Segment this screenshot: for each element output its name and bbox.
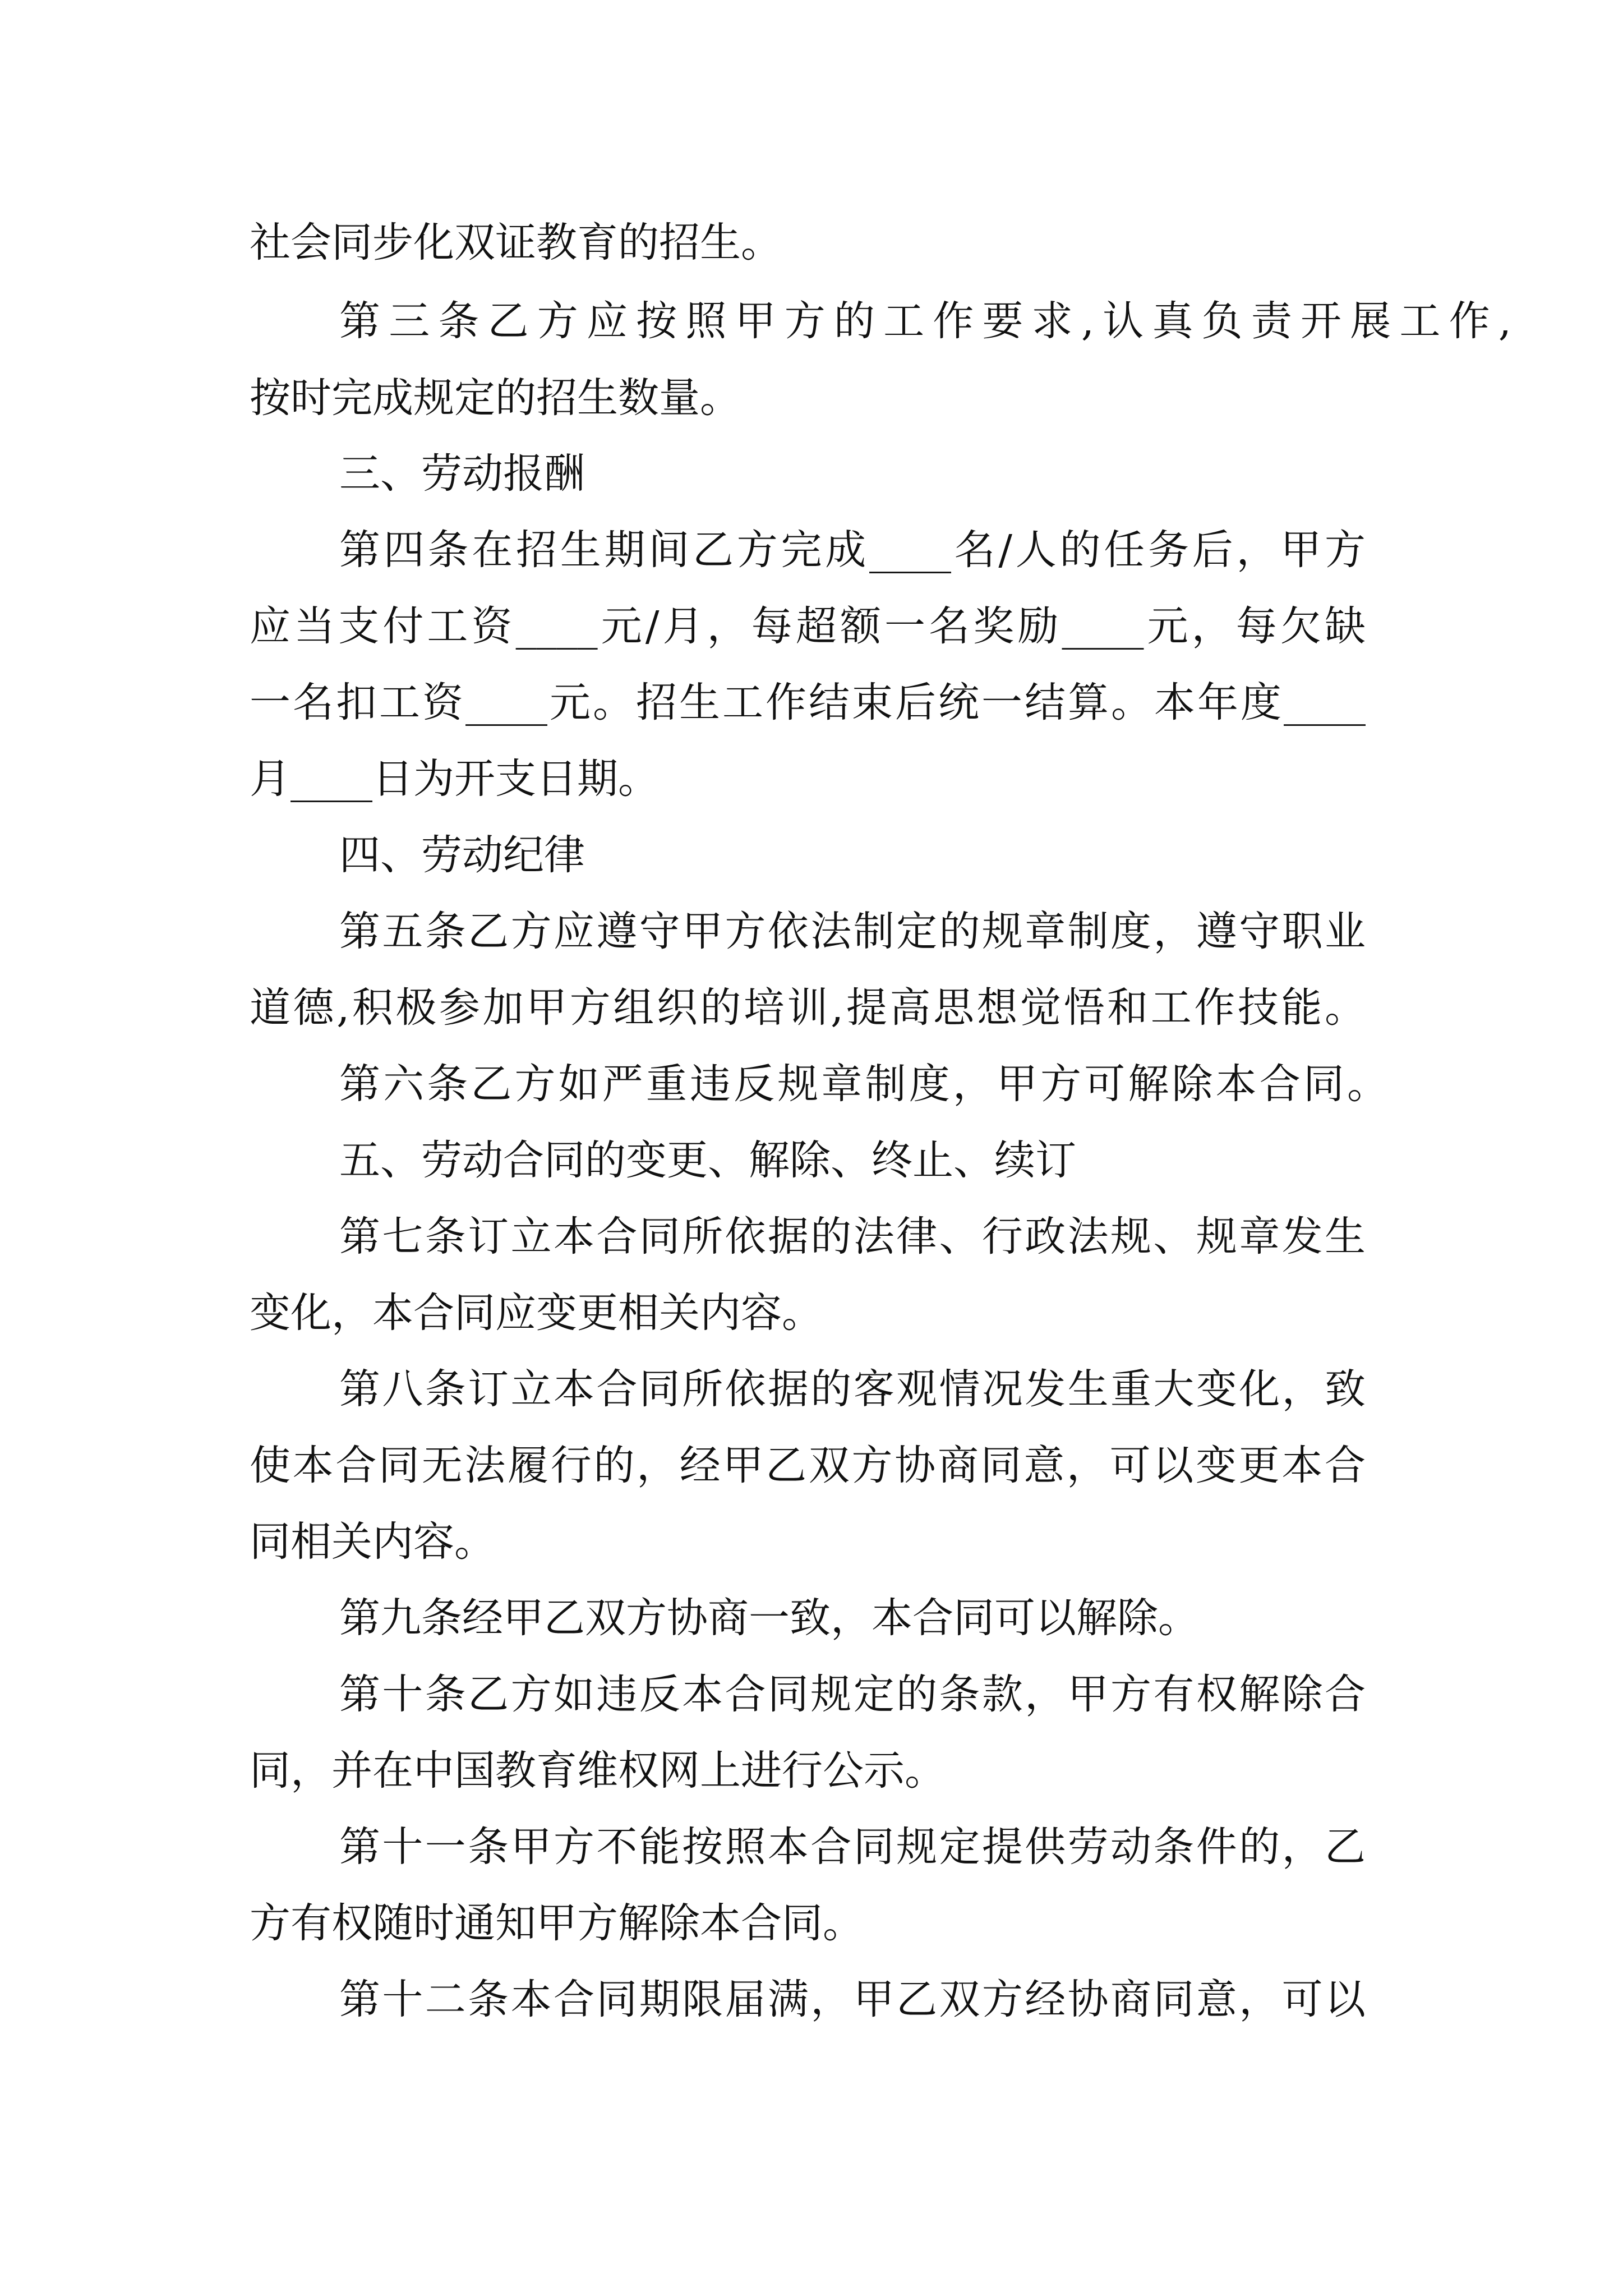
- text-line: 使本合同无法履行的，经甲乙双方协商同意，可以变更本合: [250, 1442, 1366, 1489]
- text-line: 第四条在招生期间乙方完成____名/人的任务后，甲方: [339, 526, 1366, 574]
- text-line: 第十一条甲方不能按照本合同规定提供劳动条件的，乙: [339, 1823, 1366, 1871]
- text-line: 第七条订立本合同所依据的法律、行政法规、规章发生: [339, 1213, 1366, 1260]
- section-heading: 三、劳动报酬: [339, 450, 585, 498]
- text-line: 第五条乙方应遵守甲方依法制定的规章制度，遵守职业: [339, 908, 1366, 955]
- text-line: 第六条乙方如严重违反规章制度，甲方可解除本合同。: [339, 1060, 1388, 1108]
- text-line: 同相关内容。: [250, 1518, 495, 1566]
- text-line: 按时完成规定的招生数量。: [250, 374, 741, 422]
- text-line: 一名扣工资____元。招生工作结束后统一结算。本年度____: [250, 679, 1366, 726]
- text-line: 月____日为开支日期。: [250, 755, 659, 803]
- text-line: 第八条订立本合同所依据的客观情况发生重大变化，致: [339, 1365, 1366, 1413]
- text-line: 变化，本合同应变更相关内容。: [250, 1289, 823, 1337]
- text-line: 应当支付工资____元/月，每超额一名奖励____元，每欠缺: [250, 602, 1366, 650]
- text-line: 第十二条本合同期限届满，甲乙双方经协商同意，可以: [339, 1976, 1366, 2023]
- text-line: 社会同步化双证教育的招生。: [250, 219, 782, 266]
- text-line: 第九条经甲乙双方协商一致，本合同可以解除。: [339, 1594, 1199, 1642]
- text-line: 同，并在中国教育维权网上进行公示。: [250, 1747, 946, 1795]
- text-line: 方有权随时通知甲方解除本合同。: [250, 1899, 864, 1947]
- text-line: 道德,积极参加甲方组织的培训,提高思想觉悟和工作技能。: [250, 984, 1366, 1032]
- text-line: 第十条乙方如违反本合同规定的条款，甲方有权解除合: [339, 1671, 1366, 1718]
- section-heading: 四、劳动纪律: [339, 831, 585, 879]
- section-heading: 五、劳动合同的变更、解除、终止、续订: [339, 1137, 1076, 1184]
- text-line: 第三条乙方应按照甲方的工作要求,认真负责开展工作,: [339, 297, 1511, 345]
